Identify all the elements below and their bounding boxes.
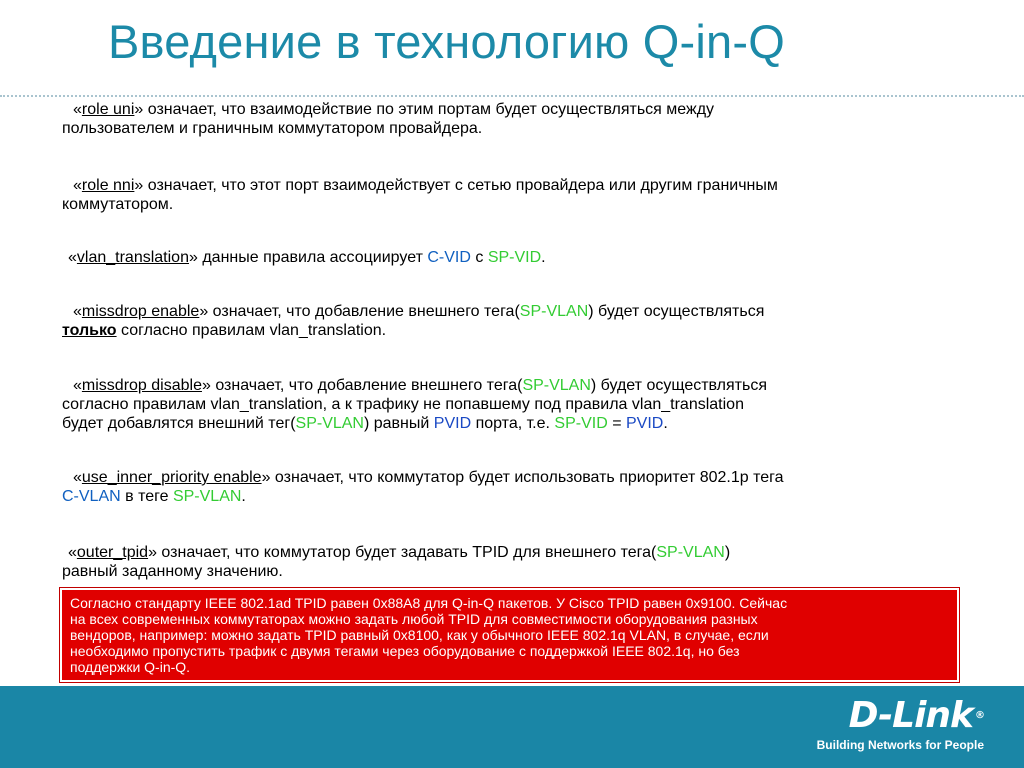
text-segment: . <box>241 488 246 505</box>
sp-vid-term: SP-VID <box>487 249 542 266</box>
text-segment: порта, т.е. <box>471 415 555 432</box>
keyword-outer-tpid: outer_tpid <box>76 544 149 561</box>
registered-mark: ® <box>975 710 984 721</box>
text-segment: будет добавлятся внешний тег( <box>62 415 296 432</box>
note-line: Согласно стандарту IEEE 802.1ad TPID равен 0x88A8 для Q-in-Q пакетов. У Cisco TPID равен 0x9100. Сейчас <box>70 595 788 611</box>
pvid-term: PVID <box>433 415 472 432</box>
text-segment: с <box>470 249 488 266</box>
quote-open: « <box>73 177 82 194</box>
sp-vlan-term: SP-VLAN <box>172 488 242 505</box>
text-segment: ) будет осуществляться <box>590 377 768 394</box>
keyword-vlan-translation: vlan_translation <box>76 249 189 266</box>
sp-vlan-term: SP-VLAN <box>656 544 725 561</box>
text-line: коммутатором. <box>62 196 174 213</box>
text-segment: » означает, что добавление внешнего тега( <box>199 303 520 320</box>
text-line: пользователем и граничным коммутатором провайдера. <box>62 120 483 137</box>
quote-open: « <box>73 469 82 486</box>
text-segment: ) равный <box>363 415 434 432</box>
tpid-note-box <box>60 588 959 682</box>
text-segment: » означает, что добавление внешнего тега( <box>201 377 523 394</box>
note-line: необходимо пропустить трафик с двумя тегами через оборудование с поддержкой IEEE 802.1q, но без <box>70 643 740 659</box>
pvid-term: PVID <box>625 415 664 432</box>
sp-vid-term: SP-VID <box>554 415 608 432</box>
note-line: вендоров, например: можно задать TPID равный 0x8100, как у обычного IEEE 802.1q VLAN, в случае, если <box>70 627 769 643</box>
sp-vlan-term: SP-VLAN <box>519 303 589 320</box>
quote-open: « <box>73 101 82 118</box>
paragraph-missdrop-enable <box>62 302 983 340</box>
text-line: согласно правилам vlan_translation, а к трафику не попавшему под правила vlan_translation <box>62 396 744 413</box>
emphasis-only: только <box>62 322 117 339</box>
paragraph-missdrop-disable <box>62 376 983 433</box>
logo-tagline: Building Networks for People <box>816 738 984 752</box>
slide-title: Введение в технологию Q-in-Q <box>108 15 785 68</box>
text-segment: . <box>541 249 546 266</box>
sp-vlan-term: SP-VLAN <box>295 415 364 432</box>
quote-open: « <box>68 544 77 561</box>
sp-vlan-term: SP-VLAN <box>522 377 591 394</box>
c-vlan-term: C-VLAN <box>62 488 121 505</box>
keyword-missdrop-disable: missdrop disable <box>81 377 202 394</box>
quote-open: « <box>68 249 77 266</box>
keyword-use-inner-priority: use_inner_priority enable <box>81 469 262 486</box>
logo-wordmark: D-Link <box>848 695 973 736</box>
paragraph-outer-tpid <box>62 543 978 581</box>
paragraph-role-uni <box>62 100 983 138</box>
text-segment: » означает, что коммутатор будет использовать приоритет 802.1p тега <box>261 469 784 486</box>
quote-open: « <box>73 303 82 320</box>
note-line: поддержки Q-in-Q. <box>70 659 191 675</box>
text-segment: согласно правилам vlan_translation. <box>116 322 387 339</box>
dlink-logo <box>814 696 984 760</box>
paragraph-vlan-translation <box>68 248 978 267</box>
keyword-missdrop-enable: missdrop enable <box>81 303 200 320</box>
quote-open: « <box>73 377 82 394</box>
keyword-role-uni: role uni <box>81 101 135 118</box>
text-line: равный заданному значению. <box>62 563 283 580</box>
note-line: на всех современных коммутаторах можно задать любой TPID для совместимости оборудования разных <box>70 611 758 627</box>
paragraph-use-inner-priority <box>62 468 983 506</box>
text-segment: » данные правила ассоциирует <box>188 249 428 266</box>
title-divider <box>0 95 1024 97</box>
text-segment: в теге <box>120 488 173 505</box>
text-segment: ) будет осуществляться <box>588 303 765 320</box>
text-segment: ) <box>724 544 731 561</box>
paragraph-role-nni <box>62 176 983 214</box>
text-segment: . <box>663 415 668 432</box>
text-segment: » означает, что этот порт взаимодействует с сетью провайдера или другим граничным <box>134 177 778 194</box>
text-segment: » означает, что взаимодействие по этим портам будет осуществляться между <box>134 101 715 118</box>
text-segment: = <box>607 415 626 432</box>
c-vid-term: C-VID <box>427 249 471 266</box>
text-segment: » означает, что коммутатор будет задавать TPID для внешнего тега( <box>148 544 657 561</box>
keyword-role-nni: role nni <box>81 177 135 194</box>
